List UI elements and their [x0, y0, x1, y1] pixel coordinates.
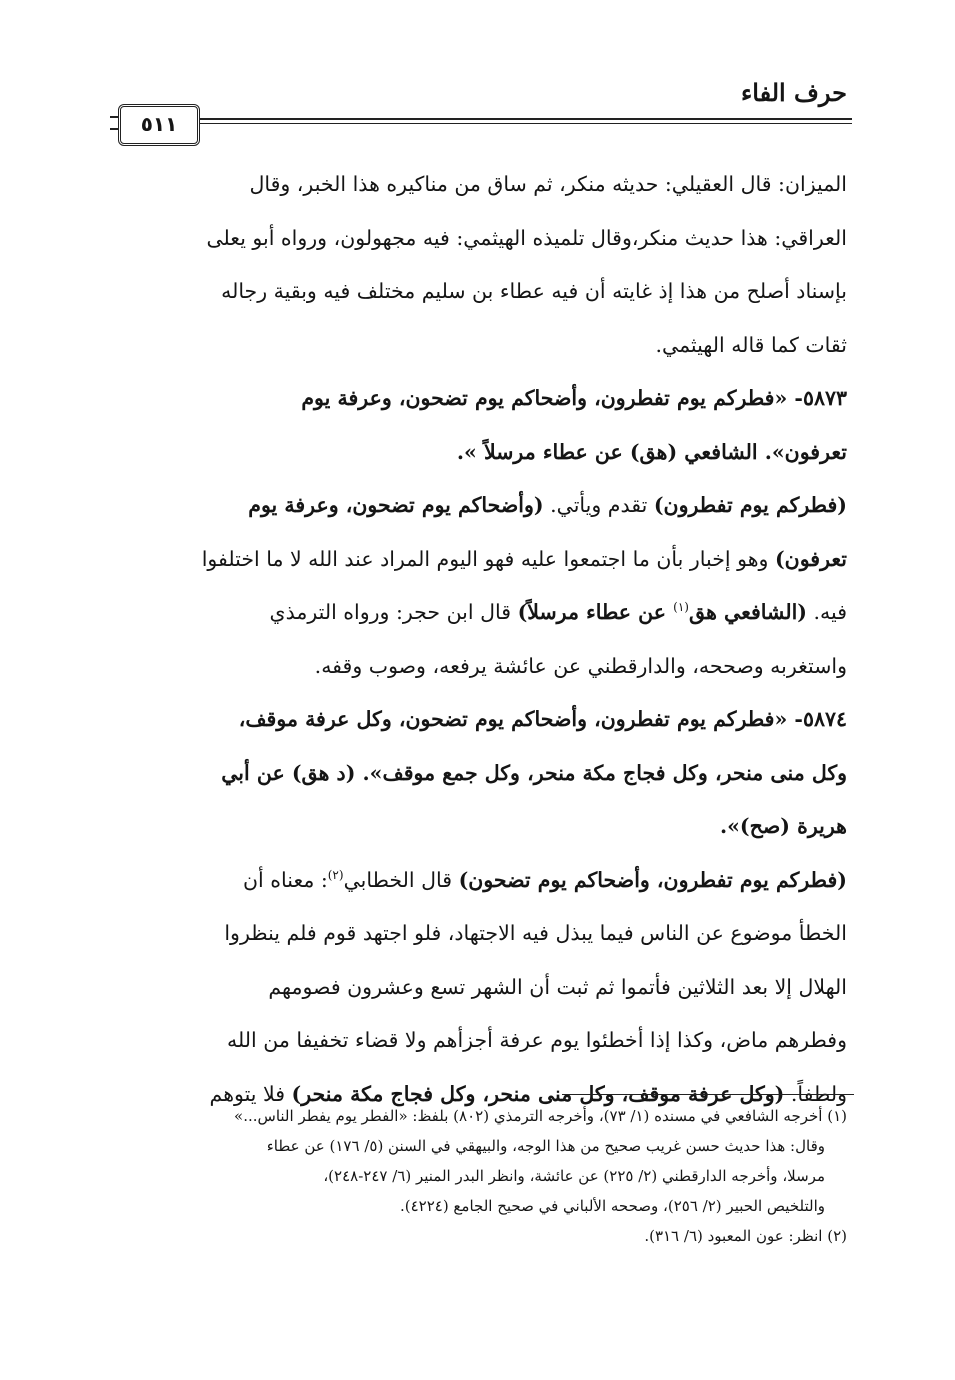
footnote-2: (٢) انظر: عون المعبود (٦/ ٣١٦).: [644, 1227, 847, 1245]
text-line: العراقي: هذا حديث منكر،وقال تلميذه الهيثمي: فيه مجهولون، ورواه أبو يعلى: [206, 225, 847, 250]
main-text: [107, 158, 847, 1121]
footnote-1-line: وقال: هذا حديث حسن غريب صحيح من هذا الوجه، والبيهقي في السنن (٥/ ١٧٦) عن عطاء: [266, 1137, 825, 1155]
text-line: تعرفون». الشافعي (هق) عن عطاء مرسلاً ».: [456, 439, 847, 464]
text-line: [107, 586, 847, 640]
quoted-phrase: (فطركم يوم تفطرون، وأضحاكم يوم تضحون): [458, 867, 847, 892]
quoted-phrase: (وكل عرفة موقف، وكل منى منحر، وكل فجاج مكة منحر): [291, 1081, 785, 1106]
commentary-5873: [107, 479, 847, 693]
text-span: ولطفاً.: [784, 1081, 847, 1106]
header-rule-thick: [128, 118, 852, 120]
text-line: ثقات كما قاله الهيثمي.: [655, 332, 847, 357]
commentary-5874: [107, 854, 847, 1122]
text-line: الهلال إلا بعد الثلاثين فأتموا ثم ثبت أن الشهر تسع وعشرون فصومهم: [268, 974, 847, 999]
quoted-phrase: عن عطاء مرسلاً): [517, 600, 674, 624]
page-number: ٥١١: [118, 104, 200, 146]
text-span: وهو إخبار بأن ما اجتمعوا عليه فهو اليوم المراد عند الله لا ما اختلفوا: [201, 546, 775, 571]
text-span: تقدم ويأتي.: [543, 493, 654, 517]
hadith-5873: [107, 372, 847, 479]
footnote-ref-2[interactable]: (٢): [327, 867, 344, 882]
text-line: [107, 854, 847, 908]
text-span: فيه.: [806, 600, 847, 624]
text-line: وفطرهم ماض، وكذا إذا أخطئوا يوم عرفة أجزأهم ولا قضاء تخفيفا من الله: [226, 1028, 847, 1052]
text-line: ٥٨٧٣- «فطركم يوم تفطرون، وأضحاكم يوم تضحون، وعرفة يوم: [301, 386, 847, 410]
footnote-1-line: والتلخيص الحبير (٢/ ٢٥٦)، وصححه الألباني في صحيح الجامع (٤٢٢٤).: [399, 1197, 825, 1215]
text-line: واستغربه وصححه، والدارقطني عن عائشة يرفعه، وصوب وقفه.: [314, 653, 847, 678]
text-line: هريرة (صح)».: [719, 814, 847, 838]
quoted-phrase: (وأضحاكم يوم تضحون، وعرفة يوم: [248, 493, 544, 517]
footnote-1-line: (١) أخرجه الشافعي في مسنده (١/ ٧٣)، وأخرجه الترمذي (٨٠٢) بلفظ: «الفطر يوم يفطر الناس...»: [234, 1107, 847, 1125]
text-span: : معناه أن: [243, 867, 328, 892]
footnotes: [107, 1101, 847, 1251]
text-line: الميزان: قال العقيلي: حديثه منكر، ثم ساق من مناكيره هذا الخبر، وقال: [249, 172, 847, 196]
text-line: وكل منى منحر، وكل فجاج مكة منحر، وكل جمع موقف». (د هق) عن أبي: [221, 760, 847, 785]
header-rule-thin: [128, 123, 852, 124]
text-span: فلا يتوهم: [209, 1081, 292, 1106]
quoted-phrase: تعرفون): [774, 546, 847, 571]
text-span: قال الخطابي: [343, 867, 459, 892]
header-rule: [128, 118, 852, 128]
footnote-separator: [562, 1094, 854, 1095]
page-number-ornament: [110, 116, 118, 130]
quoted-phrase: (فطركم يوم تفطرون): [653, 493, 847, 517]
hadith-5874: [107, 693, 847, 854]
quoted-phrase: (الشافعي هق: [688, 600, 807, 624]
text-line: ٥٨٧٤- «فطركم يوم تفطرون، وأضحاكم يوم تضحون، وكل عرفة موقف،: [238, 707, 847, 731]
footnote-ref-1[interactable]: (١): [673, 600, 689, 615]
text-line: [107, 533, 847, 587]
text-line: [107, 479, 847, 533]
text-line: بإسناد أصلح من هذا إذ غايته أن فيه عطاء بن سليم مختلف فيه وبقية رجاله: [221, 279, 847, 303]
running-title: حرف الفاء: [740, 78, 847, 107]
text-span: قال ابن حجر: ورواه الترمذي: [269, 600, 518, 624]
footnote-1-line: مرسلا، وأخرجه الدارقطني (٢/ ٢٢٥) عن عائشة، وانظر البدر المنير (٦/ ٢٤٧-٢٤٨)،: [323, 1167, 825, 1185]
paragraph-1: [107, 158, 847, 372]
text-line: الخطأ موضوع عن الناس فيما يبذل فيه الاجتهاد، فلو اجتهد قوم فلم ينظروا: [224, 921, 847, 945]
